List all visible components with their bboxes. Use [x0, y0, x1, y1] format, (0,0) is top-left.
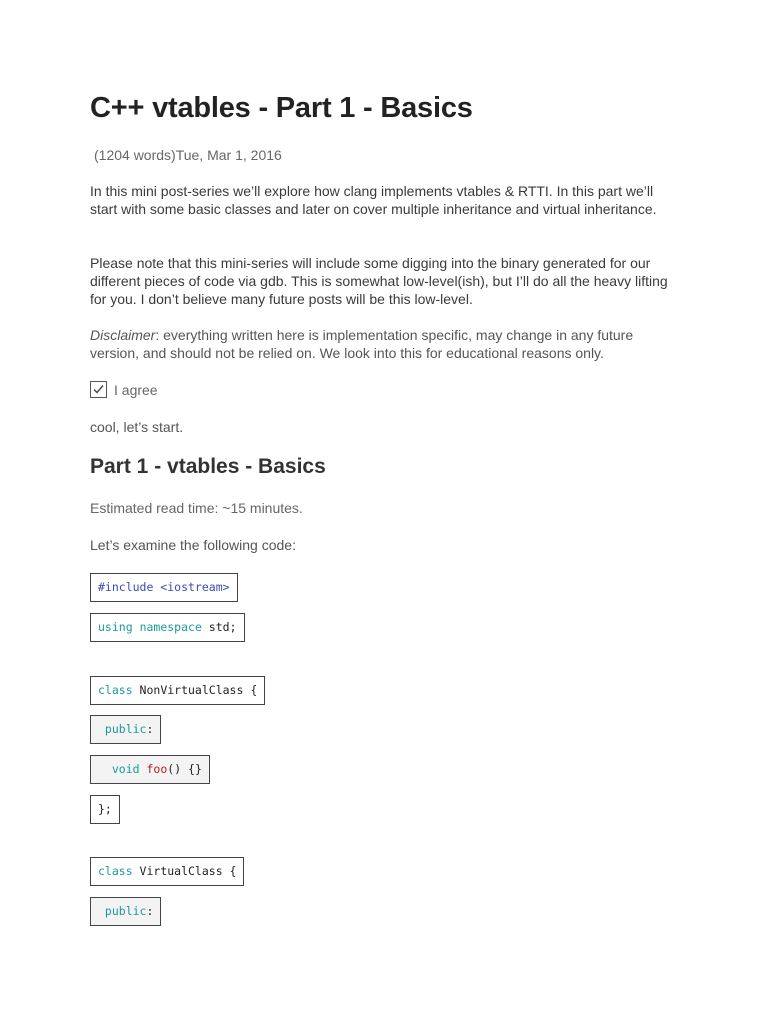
class-keyword: class: [98, 864, 133, 878]
code-line-include: [90, 573, 238, 602]
public-keyword: public: [98, 722, 147, 736]
include-directive: #include <iostream>: [98, 580, 230, 594]
namespace-keyword: namespace: [139, 620, 202, 634]
disclaimer-paragraph: [90, 326, 680, 362]
read-time: Estimated read time: ~15 minutes.: [90, 500, 303, 516]
agree-label: I agree: [114, 381, 158, 398]
note-paragraph: Please note that this mini-series will include some digging into the binary generated for our different pieces of code via gdb. This is somewhat low-level(ish), but I’ll do all the heavy lifting for you. I don’t believe many future posts will be this low-level.: [90, 255, 668, 307]
page-title: C++ vtables - Part 1 - Basics: [90, 92, 473, 124]
disclaimer-label: Disclaimer: [90, 327, 156, 343]
agree-checkbox-row[interactable]: [90, 381, 158, 398]
intro-paragraph: In this mini post-series we’ll explore how clang implements vtables & RTTI. In this part we’ll start with some basic classes and later on cover multiple inheritance and virtual inheritance.: [90, 183, 657, 217]
class-declaration: VirtualClass {: [132, 864, 237, 878]
public-colon: :: [146, 722, 154, 736]
close-brace: };: [98, 802, 112, 816]
code-line-public-1: [90, 715, 161, 744]
code-line-using: [90, 613, 245, 642]
checkmark-icon: [92, 383, 105, 396]
code-intro-text: Let’s examine the following code:: [90, 537, 296, 553]
code-line-class-virtual: [90, 857, 244, 886]
code-line-class-nonvirtual: [90, 676, 265, 705]
function-name: foo: [139, 762, 168, 776]
section-heading: Part 1 - vtables - Basics: [90, 455, 326, 478]
class-keyword: class: [98, 683, 133, 697]
using-keyword: using: [98, 620, 133, 634]
public-colon: :: [146, 904, 154, 918]
post-meta: (1204 words)Tue, Mar 1, 2016: [94, 147, 282, 163]
code-line-public-2: [90, 897, 161, 926]
start-text: cool, let’s start.: [90, 419, 184, 435]
void-keyword: void: [111, 762, 140, 776]
class-declaration: NonVirtualClass {: [132, 683, 258, 697]
agree-checkbox[interactable]: [90, 381, 107, 398]
public-keyword: public: [98, 904, 147, 918]
function-body: () {}: [167, 762, 202, 776]
code-line-void-foo: [90, 755, 210, 784]
code-line-close-brace: [90, 795, 120, 824]
disclaimer-text: : everything written here is implementation specific, may change in any future version, and should not be relied on. We look into this for educational reasons only.: [90, 327, 634, 361]
code-indent: [98, 762, 112, 776]
using-rest: std;: [201, 620, 237, 634]
